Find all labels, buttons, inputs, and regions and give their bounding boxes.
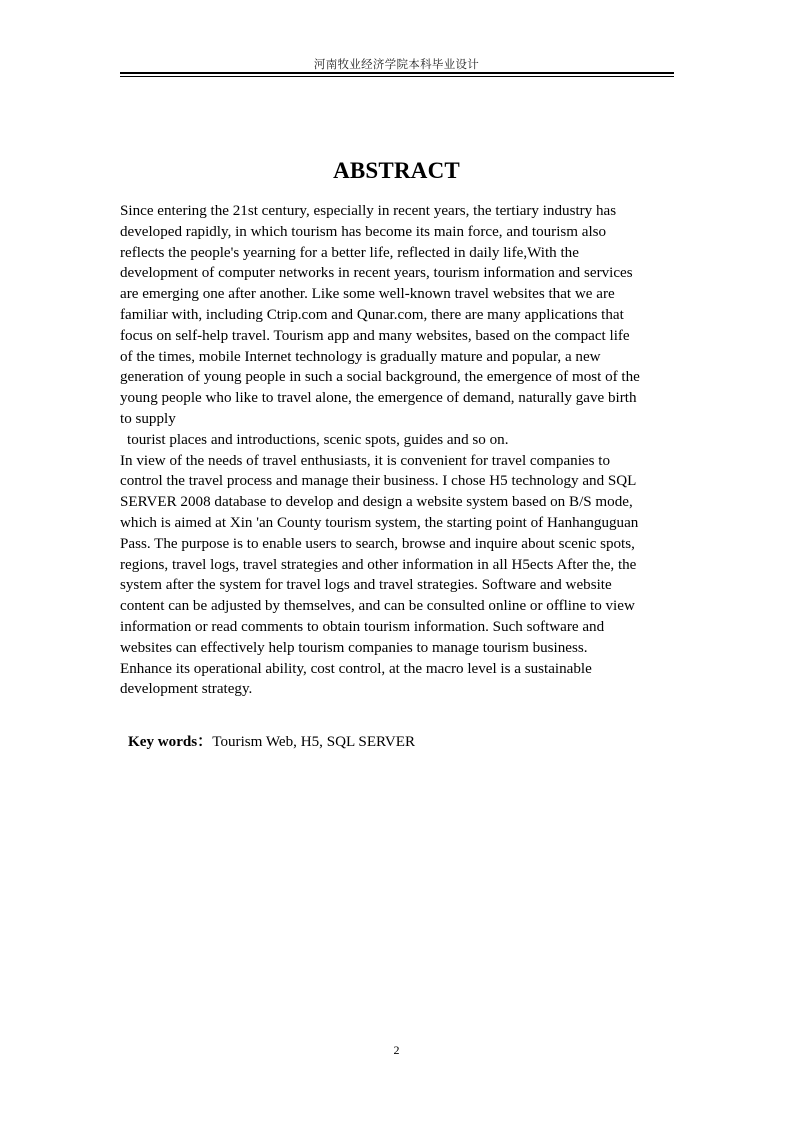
abstract-line: which is aimed at Xin 'an County tourism system, the starting point of Hanhanguguan	[120, 514, 639, 531]
abstract-line: generation of young people in such a social background, the emergence of most of the	[120, 369, 640, 386]
abstract-body	[120, 201, 676, 700]
abstract-line: familiar with, including Ctrip.com and Qunar.com, there are many applications that	[120, 306, 624, 323]
running-header: 河南牧业经济学院本科毕业设计	[313, 57, 480, 71]
abstract-line: focus on self-help travel. Tourism app and many websites, based on the compact life	[120, 327, 630, 344]
abstract-line: In view of the needs of travel enthusiasts, it is convenient for travel companies to	[120, 452, 610, 469]
abstract-line: development strategy.	[120, 681, 253, 698]
abstract-line: tourist places and introductions, scenic spots, guides and so on.	[127, 431, 509, 448]
abstract-line: are emerging one after another. Like some well-known travel websites that we are	[120, 286, 615, 303]
keywords	[128, 730, 415, 751]
abstract-line: of the times, mobile Internet technology is gradually mature and popular, a new	[120, 348, 601, 365]
abstract-line: young people who like to travel alone, the emergence of demand, naturally gave birth	[120, 390, 637, 407]
abstract-line: Since entering the 21st century, especially in recent years, the tertiary industry has	[120, 203, 617, 219]
header-rule-thick	[120, 72, 674, 74]
abstract-line: Pass. The purpose is to enable users to search, browse and inquire about scenic spots,	[120, 535, 635, 552]
abstract-line: developed rapidly, in which tourism has become its main force, and tourism also	[120, 223, 607, 240]
abstract-title: ABSTRACT	[333, 158, 460, 183]
abstract-line: information or read comments to obtain tourism information. Such software and	[120, 618, 605, 635]
abstract-line: SERVER 2008 database to develop and design a website system based on B/S mode,	[120, 494, 633, 511]
abstract-line: Enhance its operational ability, cost control, at the macro level is a sustainable	[120, 660, 592, 677]
keywords-label: Key words：	[128, 734, 213, 750]
abstract-line: system after the system for travel logs and travel strategies. Software and website	[120, 577, 612, 594]
abstract-line: reflects the people's yearning for a better life, reflected in daily life,With the	[120, 244, 579, 261]
abstract-line: regions, travel logs, travel strategies and other information in all H5ects After the, the	[120, 556, 637, 573]
abstract-line: control the travel process and manage their business. I chose H5 technology and SQL	[120, 473, 637, 490]
abstract-line: to supply	[120, 410, 176, 427]
page-number: 2	[393, 1043, 400, 1057]
abstract-line: development of computer networks in recent years, tourism information and services	[120, 265, 633, 282]
abstract-line: websites can effectively help tourism companies to manage tourism business.	[120, 639, 588, 656]
keywords-value: Tourism Web, H5, SQL SERVER	[212, 734, 416, 750]
abstract-line: content can be adjusted by themselves, and can be consulted online or offline to view	[120, 598, 635, 615]
header-rule-thin	[120, 76, 674, 77]
